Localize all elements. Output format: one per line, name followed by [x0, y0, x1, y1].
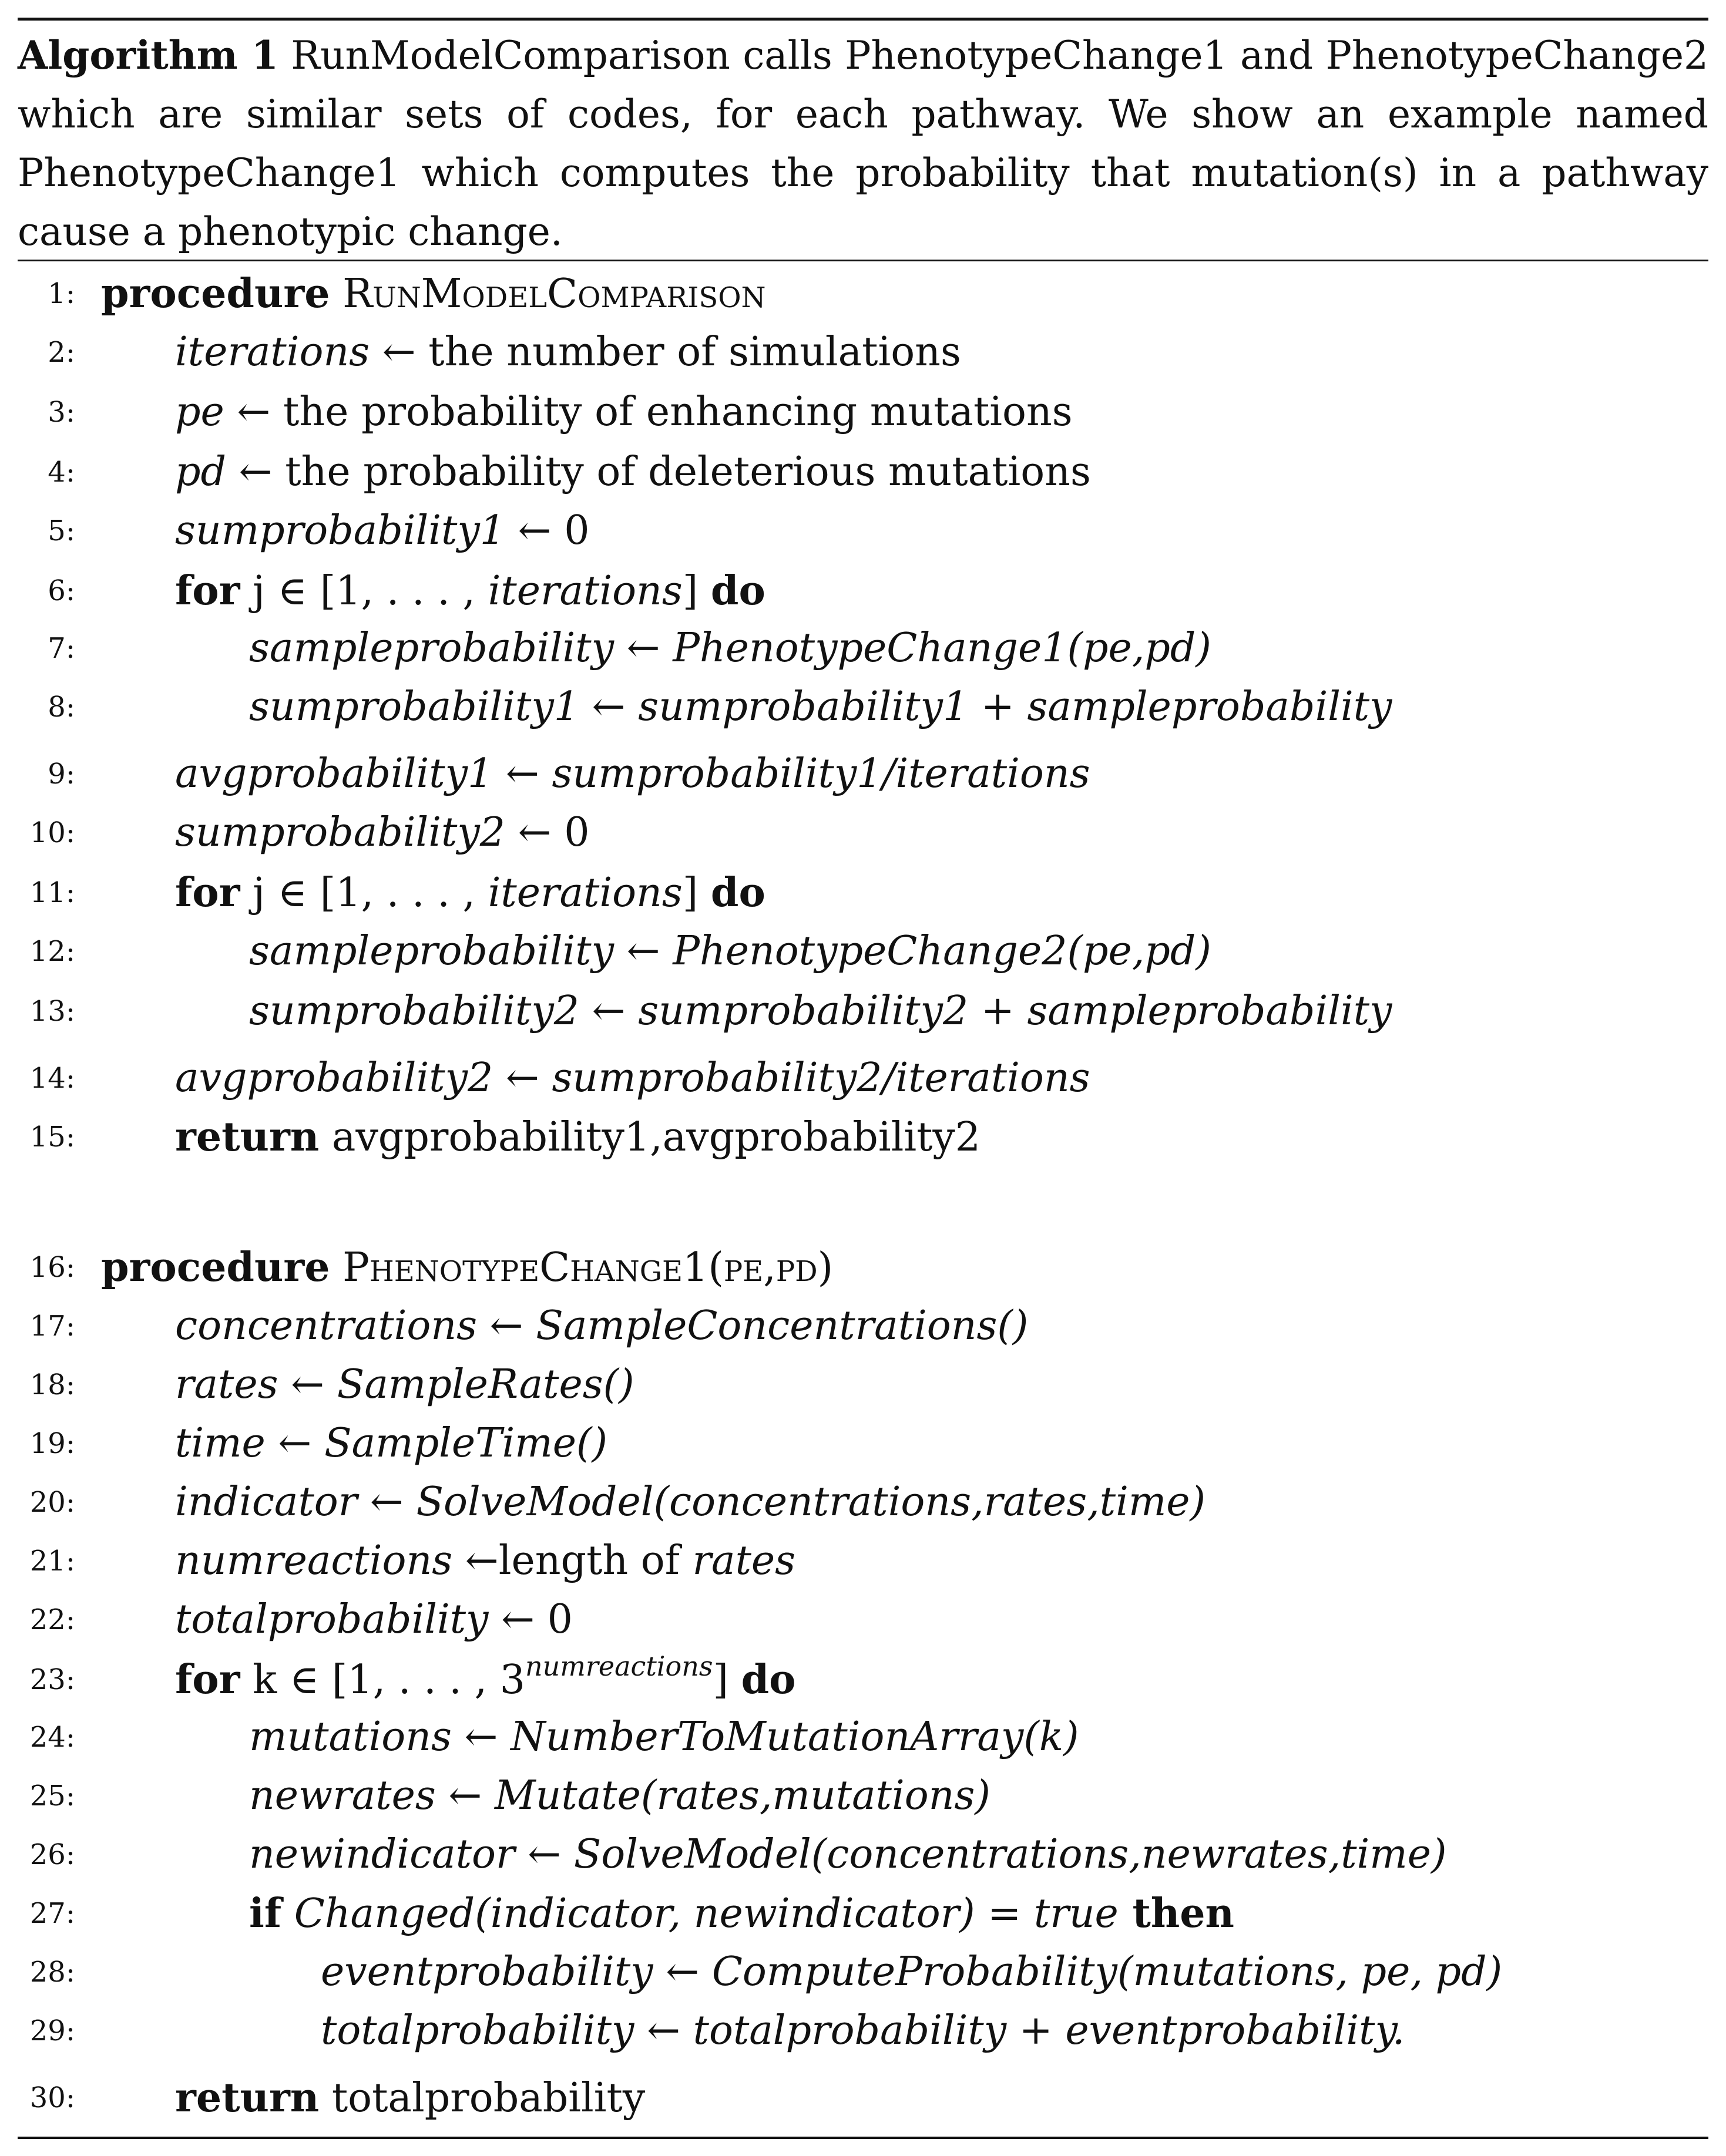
algorithm-line-19	[0, 1420, 1726, 1467]
statement-text: totalprobability	[319, 2075, 646, 2121]
variable: concentrations	[175, 1303, 478, 1349]
line-number: 8:	[48, 691, 75, 724]
expression: Changed(indicator, newindicator)	[281, 1891, 975, 1937]
algorithm-line-12	[0, 928, 1726, 975]
assign-arrow: ←	[224, 389, 283, 435]
line-number: 26:	[29, 1838, 75, 1871]
algorithm-line-1	[0, 270, 1726, 317]
variable: time	[175, 1420, 266, 1467]
expression: totalprobability	[693, 2007, 1007, 2054]
assign-arrow: ←	[477, 1303, 536, 1349]
variable: totalprobability	[321, 2007, 634, 2054]
loop-range: j ∈ [1, . . . ,	[240, 568, 488, 614]
expression: PhenotypeChange1(pe,pd)	[673, 625, 1211, 671]
expression: SampleRates()	[337, 1361, 634, 1408]
expression: SolveModel(concentrations,newrates,time)	[573, 1831, 1447, 1878]
keyword-do: do	[710, 869, 765, 916]
algorithm-line-9	[0, 751, 1726, 798]
assign-arrow: ←	[435, 1772, 495, 1819]
assign-arrow: ←	[226, 449, 286, 495]
variable: sampleprobability	[249, 625, 614, 671]
line-number: 10:	[29, 816, 75, 849]
assign-arrow: ←	[357, 1479, 417, 1525]
algorithm-line-11	[0, 869, 1726, 916]
line-number: 18:	[29, 1368, 75, 1401]
variable: mutations	[249, 1714, 452, 1760]
assign-arrow: ←	[579, 684, 639, 730]
variable: pd	[175, 449, 227, 495]
algorithm-line-28	[0, 1949, 1726, 1996]
variable: pe	[175, 389, 224, 435]
keyword-for: for	[175, 567, 240, 614]
variable: avgprobability1	[175, 751, 493, 797]
variable: totalprobability	[175, 1596, 489, 1643]
algorithm-line-25	[0, 1772, 1726, 1819]
line-number: 4:	[48, 456, 75, 489]
line-number: 22:	[29, 1603, 75, 1636]
variable: iterations	[175, 329, 370, 375]
bottom-rule	[18, 2137, 1708, 2139]
keyword-if: if	[249, 1890, 282, 1937]
algorithm-line-26	[0, 1831, 1726, 1878]
expression: SolveModel(concentrations,rates,time)	[416, 1479, 1206, 1525]
assign-arrow: ←	[505, 809, 565, 856]
variable: numreactions	[175, 1538, 453, 1584]
assign-arrow: ←	[579, 988, 639, 1034]
line-number: 3:	[48, 396, 75, 429]
keyword-return: return	[175, 2074, 320, 2121]
algorithm-line-20	[0, 1479, 1726, 1526]
variable: iterations	[488, 870, 683, 916]
line-number: 27:	[29, 1897, 75, 1930]
expression: SampleConcentrations()	[536, 1303, 1029, 1349]
variable: iterations	[488, 568, 683, 614]
variable: newrates	[249, 1772, 436, 1819]
line-number: 5:	[48, 514, 75, 547]
assign-arrow: ←	[493, 751, 552, 797]
line-number: 23:	[29, 1663, 75, 1696]
algorithm-line-3	[0, 389, 1726, 436]
algorithm-line-15	[0, 1114, 1726, 1161]
operator: =	[975, 1891, 1034, 1937]
expression: NumberToMutationArray(k)	[511, 1714, 1079, 1760]
expression: sampleprobability	[1027, 684, 1392, 730]
assign-arrow: ←	[515, 1831, 574, 1878]
assign-arrow: ←	[488, 1596, 548, 1643]
assign-arrow: ←	[452, 1538, 499, 1584]
algorithm-line-2	[0, 329, 1726, 376]
expression: PhenotypeChange2(pe,pd)	[673, 928, 1211, 974]
algorithm-line-27	[0, 1890, 1726, 1937]
algorithm-line-30	[0, 2074, 1726, 2121]
caption-text: RunModelComparison calls PhenotypeChange1 and PhenotypeChange2 which are similar sets of codes, for each pathway. We show an example named PhenotypeChange1 which computes the probability that mutation(s) in a pathway cause a phenotypic change.	[18, 33, 1708, 254]
algorithm-line-22	[0, 1596, 1726, 1643]
line-number: 17:	[29, 1310, 75, 1343]
expression: sampleprobability	[1027, 988, 1392, 1034]
expression: SampleTime()	[324, 1420, 608, 1467]
algorithm-label: Algorithm 1	[18, 32, 278, 78]
keyword-procedure: procedure	[101, 270, 330, 317]
statement-text: 0	[547, 1596, 573, 1643]
assign-arrow: ←	[451, 1714, 511, 1760]
assign-arrow: ←	[265, 1420, 325, 1467]
line-number: 24:	[29, 1721, 75, 1754]
keyword-do: do	[710, 567, 765, 614]
statement-text: avgprobability1,avgprobability2	[319, 1114, 981, 1161]
loop-range: k ∈ [1, . . . , 3	[240, 1657, 526, 1703]
variable: avgprobability2	[175, 1055, 493, 1101]
algorithm-line-29	[0, 2007, 1726, 2054]
line-number: 30:	[29, 2081, 75, 2114]
exponent: numreactions	[525, 1650, 713, 1682]
line-number: 29:	[29, 2014, 75, 2047]
line-number: 6:	[48, 574, 75, 607]
algorithm-line-21	[0, 1538, 1726, 1585]
assign-arrow: ←	[493, 1055, 552, 1101]
expression: sumprobability2/iterations	[552, 1055, 1090, 1101]
procedure-name: RunModelComparison	[342, 271, 766, 317]
expression: true	[1033, 1891, 1119, 1937]
variable: sumprobability1	[249, 684, 579, 730]
algorithm-line-7	[0, 625, 1726, 672]
expression: sumprobability2	[638, 988, 969, 1034]
statement-text: the number of simulations	[428, 329, 961, 375]
algorithm-caption	[18, 26, 1708, 261]
statement-text: length of	[498, 1538, 693, 1584]
line-number: 15:	[29, 1121, 75, 1153]
variable: rates	[692, 1538, 796, 1584]
line-number: 14:	[29, 1062, 75, 1095]
keyword-procedure: procedure	[101, 1244, 330, 1291]
algorithm-line-18	[0, 1361, 1726, 1408]
algorithm-line-4	[0, 449, 1726, 496]
line-number: 19:	[29, 1427, 75, 1460]
assign-arrow: ←	[634, 2007, 693, 2054]
assign-arrow: ←	[614, 625, 673, 671]
statement-text: 0	[564, 809, 590, 856]
assign-arrow: ←	[370, 329, 429, 375]
loop-range-end: ]	[682, 568, 711, 614]
statement-text: the probability of enhancing mutations	[283, 389, 1073, 435]
algorithm-line-17	[0, 1303, 1726, 1350]
statement-text: 0	[564, 507, 590, 554]
assign-arrow: ←	[614, 928, 673, 974]
operator: +	[968, 988, 1027, 1034]
top-rule	[18, 18, 1708, 21]
line-number: 7:	[48, 632, 75, 665]
variable: indicator	[175, 1479, 358, 1525]
algorithm-line-6	[0, 567, 1726, 614]
algorithm-line-5	[0, 507, 1726, 554]
caption-rule	[18, 260, 1708, 261]
line-number: 2:	[48, 336, 75, 369]
algorithm-line-16	[0, 1244, 1726, 1291]
line-number: 16:	[29, 1251, 75, 1284]
algorithm-line-13	[0, 988, 1726, 1035]
variable: rates	[175, 1361, 278, 1408]
variable: sumprobability2	[175, 809, 505, 856]
line-number: 21:	[29, 1545, 75, 1578]
loop-range-end: ]	[682, 870, 711, 916]
expression: ComputeProbability(mutations, pe, pd)	[711, 1949, 1503, 1995]
line-number: 12:	[29, 935, 75, 968]
loop-range-end: ]	[713, 1657, 741, 1703]
line-number: 11:	[29, 876, 75, 909]
algorithm-line-24	[0, 1714, 1726, 1761]
keyword-do: do	[741, 1656, 796, 1703]
loop-range: j ∈ [1, . . . ,	[240, 870, 488, 916]
line-number: 9:	[48, 758, 75, 791]
expression: sumprobability1	[638, 684, 969, 730]
algorithm-line-8	[0, 684, 1726, 731]
line-number: 13:	[29, 995, 75, 1028]
variable: sumprobability1	[175, 507, 505, 554]
keyword-return: return	[175, 1114, 320, 1161]
expression: Mutate(rates,mutations)	[494, 1772, 990, 1819]
variable: sumprobability2	[249, 988, 579, 1034]
assign-arrow: ←	[653, 1949, 712, 1995]
expression: sumprobability1/iterations	[552, 751, 1090, 797]
line-number: 20:	[29, 1486, 75, 1519]
keyword-for: for	[175, 1656, 240, 1703]
operator: +	[1006, 2007, 1066, 2054]
statement-text: the probability of deleterious mutations	[285, 449, 1091, 495]
operator: +	[968, 684, 1027, 730]
assign-arrow: ←	[278, 1361, 337, 1408]
line-number: 28:	[29, 1956, 75, 1989]
procedure-name: PhenotypeChange1(pe,pd)	[342, 1245, 834, 1291]
keyword-then: then	[1118, 1890, 1234, 1937]
expression: eventprobability.	[1065, 2007, 1405, 2054]
algorithm-line-14	[0, 1055, 1726, 1102]
line-number: 1:	[48, 277, 75, 310]
keyword-for: for	[175, 869, 240, 916]
variable: eventprobability	[321, 1949, 653, 1995]
line-number: 25:	[29, 1780, 75, 1812]
algorithm-line-10	[0, 809, 1726, 856]
algorithm-line-23	[0, 1650, 1726, 1703]
variable: newindicator	[249, 1831, 515, 1878]
assign-arrow: ←	[505, 507, 565, 554]
variable: sampleprobability	[249, 928, 614, 974]
